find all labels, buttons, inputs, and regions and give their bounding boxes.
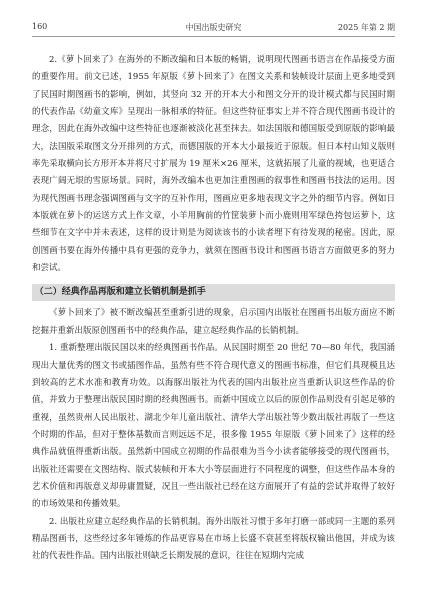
page-number: 160 (32, 22, 48, 31)
journal-title: 中国出版史研究 (185, 23, 242, 32)
paragraph: 2. 出版社应建立起经典作品的长销机制。海外出版社习惯于多年打磨一部或同一主题的系列精品图画书，这些经过多年锤炼的作品更容易在市场上长盛不衰甚至将版权输出他国，并成为该社的代表性作品。国内出版社则缺乏长期发展的意识，往往在短期内完成 (32, 516, 395, 562)
paragraph: 2.《萝卜回来了》在海外的不断改编和日本版的畅销，说明现代图画书语言在作品接受方面的重要作用。前文已述，1955 年原版《萝卜回来了》在图文关系和装帧设计层面上更多地受到了民国时期图画书的影响，例如，其竖向 32 开的开本大小和图文分开的设计模式都与民国时期的代表作品《幼童文库》呈现出一脉相承的特征。但这些特征事实上并不符合现代图画书设计的理念，因此在海外改编中这些特征也逐渐被淡化甚至抹去。如法国版和德国版受到原版的影响最大，法国版采取图文分开排列的方式，而德国版的开本大小最接近于原版。但日本村山知义版则率先采取横向长方形开本并将尺寸扩展为 19 厘米×26 厘米，这就拓展了儿童的视域，也更适合表现广阔无垠的雪原场景。同时，海外改编本也更加注重图画的叙事性和图画书技法的运用。因为现代图画书理念强调图画与文字的互补作用，图画应更多地表现文字之外的细节内容。例如日本版就在萝卜的运送方式上作文章，小羊用胸前的竹筐装萝卜而小鹿则用军绿色挎包运萝卜，这些细节在文字中并未表述，这样的设计则是为阅读该书的小读者埋下有待发现的秘密。因此，原创图画书要在海外传播中具有更强的竞争力，就须在图画书设计和图画书语言方面做更多的努力和尝试。 (32, 55, 395, 274)
running-header (32, 20, 395, 37)
paragraph: 1. 重新整理出版民国以来的经典图画书作品。从民国时期至 20 世纪 70—80 年代，我国涌现出大量优秀的图文书或插图作品，虽然有些不符合现代意义的图画书标准，但它们具现模且达到较高的艺术水准和教育功效。以海豚出版社为代表的国内出版社应当重新认识这些作品的价值，并致力于整理出版民国时期的经典图画书。而新中国成立以后的原创作品则没有引起足够的重视，虽然贵州人民出版社、湖北少年儿童出版社、清华大学出版社等少数出版社再版了一些这个时期的作品，但对于整体基数而言则远远不足，很多像 1955 年原版《萝卜回来了》这样的经典作品就值得重新出版。虽然新中国成立初期的作品很难为当今小读者能够接受的现代图画书，出版社还需要在文图结构、版式装帧和开本大小等层面进行不同程度的调整，但这些作品本身的艺术价值和再版意义却毋庸置疑，况且一些出版社已经在这方面展开了有益的尝试并取得了较好的市场效果和传播效果。 (32, 343, 395, 510)
issue-label: 2025 年第 2 期 (337, 23, 395, 32)
article-body (32, 52, 395, 566)
paragraph: 《萝卜回来了》被不断改编甚至重新引进的现象，启示国内出版社在图画书出版方面应不断挖掘并重新出版原创图画书中的经典作品，建立起经典作品的长销机制。 (32, 308, 395, 336)
section-heading: （二）经典作品再版和建立长销机制是抓手 (32, 284, 395, 301)
